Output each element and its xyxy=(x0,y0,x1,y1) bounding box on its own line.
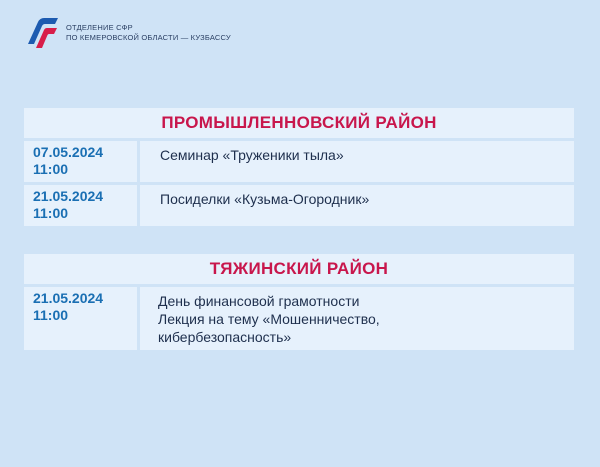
event-row xyxy=(24,287,574,350)
organization-name xyxy=(66,23,231,43)
section-tyazhinsky xyxy=(24,254,574,350)
event-line: Посиделки «Кузьма-Огородник» xyxy=(160,191,370,207)
sfr-logo-icon xyxy=(24,18,60,48)
event-description xyxy=(140,287,574,350)
event-datetime xyxy=(24,287,137,350)
org-line-1: ОТДЕЛЕНИЕ СФР xyxy=(66,23,133,32)
event-datetime xyxy=(24,185,137,226)
section-title: ПРОМЫШЛЕННОВСКИЙ РАЙОН xyxy=(24,108,574,138)
header xyxy=(24,18,231,48)
event-time: 11:00 xyxy=(33,307,69,323)
event-description xyxy=(140,141,574,182)
event-time: 11:00 xyxy=(33,161,69,177)
event-line: День финансовой грамотности xyxy=(158,293,360,309)
event-datetime xyxy=(24,141,137,182)
event-date: 21.05.2024 xyxy=(33,188,104,204)
event-line: кибербезопасность» xyxy=(158,329,292,345)
event-time: 11:00 xyxy=(33,205,69,221)
org-line-2: ПО КЕМЕРОВСКОЙ ОБЛАСТИ — КУЗБАССУ xyxy=(66,33,231,42)
event-row xyxy=(24,141,574,182)
event-description xyxy=(140,185,574,226)
event-line: Семинар «Труженики тыла» xyxy=(160,147,344,163)
event-row xyxy=(24,185,574,226)
section-promyshlennovsky xyxy=(24,108,574,226)
section-title: ТЯЖИНСКИЙ РАЙОН xyxy=(24,254,574,284)
event-date: 21.05.2024 xyxy=(33,290,104,306)
event-line: Лекция на тему «Мошенничество, xyxy=(158,311,380,327)
event-date: 07.05.2024 xyxy=(33,144,104,160)
